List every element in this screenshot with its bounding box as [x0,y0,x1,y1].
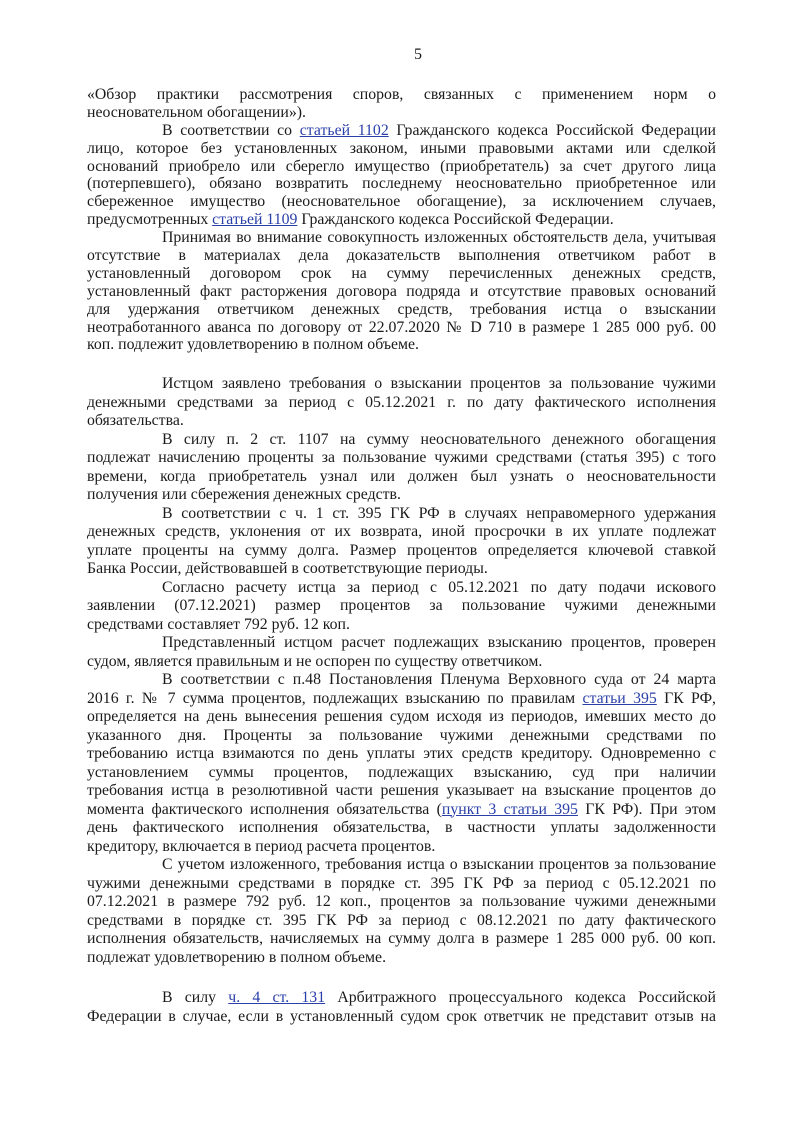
text-line: заявлении (07.12.2021) размер процентов за пользование чужими денежными [87,597,716,614]
text-line: средствами в порядке ст. 395 ГК РФ за период с 08.12.2021 по дату фактического [87,911,716,929]
paragraph [87,579,716,635]
text-segment: В соответствии со [162,121,300,139]
text-line: день фактического исполнения обязательства, в частности уплаты задолженности [87,819,716,836]
text-line: уплате проценты на сумму долга. Размер процентов определяется ключевой ставкой [87,541,716,559]
text-line: для удержания ответчиком денежных средств, требования истца о взыскании [87,300,716,318]
text-segment: Гражданского кодекса Российской Федерации [388,121,716,139]
text-line [87,690,716,709]
text-line [87,122,716,140]
text-line [87,988,716,1007]
text-line: (потерпевшего), обязано возвратить последнему неосновательно приобретенное или [87,175,716,193]
legal-reference-link[interactable]: статьей 1102 [299,121,389,139]
text-line: «Обзор практики рассмотрения споров, связанных с применением норм о [87,86,716,103]
text-line: определяется на день вынесения решения судом исходя из периодов, имевших место до [87,708,716,725]
paragraph [87,856,716,967]
text-line: установлением суммы процентов, подлежащих взысканию, суд при наличии [87,763,716,781]
paragraph [87,671,716,856]
text-segment: момента фактического исполнения обязательства ( [87,800,442,818]
text-segment: 2016 г. № 7 сумма процентов, подлежащих взысканию по правилам [87,689,583,707]
text-line: денежных средств, уклонения от их возврата, иной просрочки в их уплате подлежат [87,523,716,540]
text-line: Принимая во внимание совокупность изложенных обстоятельств дела, учитывая [162,229,716,247]
text-segment: В силу [162,989,229,1006]
paragraph [87,431,716,505]
legal-reference-link[interactable]: пункт 3 статьи 395 [441,800,578,818]
text-line: денежными средствами за период с 05.12.2021 г. по дату фактического исполнения [87,393,716,411]
text-line: отсутствие в материалах дела доказательств выполнения ответчиком работ в [87,247,716,265]
text-line: оснований приобрело или сберегло имущество (приобретатель) за счет другого лица [87,157,716,175]
text-line: установленный факт расторжения договора подряда и отсутствие правовых оснований [87,282,716,300]
text-line: судом, является правильным и не оспорен по существу ответчиком. [87,652,543,670]
text-line: указанного дня. Проценты за пользование чужими денежными средствами по [87,726,716,744]
text-line: В соответствии с п.48 Постановления Пленума Верховного суда от 24 марта [162,671,716,688]
text-block-3 [87,988,716,1026]
text-line: неосновательном обогащении»). [87,103,306,121]
paragraph [87,988,716,1026]
text-line: В силу п. 2 ст. 1107 на сумму неосновательного денежного обогащения [162,430,716,448]
text-line: требованию истца взимаются по день уплаты этих средств кредитору. Одновременно с [87,745,716,762]
text-line: С учетом изложенного, требования истца о взыскании процентов за пользование [162,856,716,873]
text-line: требования истца в резолютивной части решения указывает на взыскание процентов до [87,782,716,799]
text-line: средствами составляет 792 руб. 12 коп. [87,615,350,633]
text-line: сбереженное имущество (неосновательное обогащение), за исключением случаев, [87,193,716,211]
text-line: неотработанного аванса по договору от 22.07.2020 № D 710 в размере 1 285 000 руб. 00 [87,318,716,336]
text-line: лицо, которое без установленных законом, иными правовыми актами или сделкой [87,139,716,157]
text-line: установленный договором срок на сумму перечисленных денежных средств, [87,264,716,282]
legal-reference-link[interactable]: статьей 1109 [212,211,298,229]
text-line: коп. подлежит удовлетворению в полном объеме. [87,336,419,354]
text-segment: ГК РФ). При этом [577,800,716,818]
text-line [87,801,716,820]
text-segment: предусмотренных [87,211,213,229]
paragraph [87,634,716,671]
paragraph [87,375,716,431]
text-line: подлежат удовлетворению в полном объеме. [87,948,387,966]
legal-reference-link[interactable]: статьи 395 [582,689,657,707]
text-segment: ГК РФ, [656,689,716,707]
text-line: В соответствии с ч. 1 ст. 395 ГК РФ в случаях неправомерного удержания [162,504,716,522]
legal-reference-link[interactable]: ч. 4 ст. 131 [228,989,326,1006]
text-block-2 [87,375,716,967]
text-line: обязательства. [87,412,184,429]
text-line: времени, когда приобретатель узнал или должен был узнать о неосновательности [87,467,716,485]
text-block-1 [87,86,716,354]
text-line: подлежат начислению проценты за пользование чужими средствами (статья 395) с того [87,449,716,466]
text-line [87,211,716,229]
paragraph [87,86,716,122]
text-segment: Арбитражного процессуального кодекса Российской [325,989,716,1006]
text-line: 07.12.2021 в размере 792 руб. 12 коп., процентов за пользование чужими денежными [87,893,716,910]
text-line: кредитору, включается в период расчета процентов. [87,837,436,855]
paragraph [87,229,716,354]
paragraph [87,505,716,579]
text-line: Истцом заявлено требования о взыскании процентов за пользование чужими [162,375,716,392]
text-line: Согласно расчету истца за период с 05.12.2021 по дату подачи искового [162,578,716,596]
paragraph [87,122,716,229]
text-line: Банка России, действовавшей в соответствующие периоды. [87,560,488,577]
text-segment: Гражданского кодекса Российской Федерации. [297,211,614,229]
text-line: Представленный истцом расчет подлежащих взысканию процентов, проверен [162,634,716,651]
text-line: Федерации в случае, если в установленный судом срок ответчик не представит отзыв на [87,1008,716,1025]
page-number: 5 [414,46,422,63]
text-line: чужими денежными средствами в порядке ст. 395 ГК РФ за период с 05.12.2021 по [87,874,716,892]
text-line: исполнения обязательств, начисляемых на сумму долга в размере 1 285 000 руб. 00 коп. [87,930,716,947]
text-line: получения или сбережения денежных средств. [87,486,401,503]
